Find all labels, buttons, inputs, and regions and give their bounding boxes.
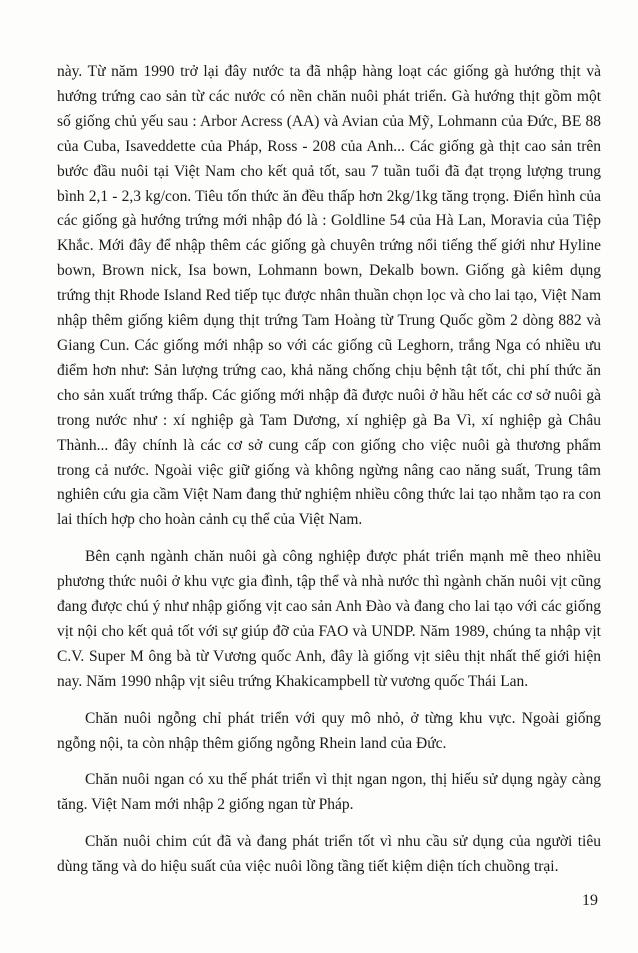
paragraph-1: này. Từ năm 1990 trở lại đây nước ta đã nhập hàng loạt các giống gà hướng thịt và hướng trứng cao sản từ các nước có nền chăn nuôi phát triển. Gà hướng thịt gồm một số giống chủ yếu sau : Arbor Acress (AA) và Avian của Mỹ, Lohmann của Đức, BE 88 của Cuba, Isaveddette của Pháp, Ross - 208 của Anh... Các giống gà thịt cao sản trên bước đầu nuôi tại Việt Nam cho kết quả tốt, sau 7 tuần tuổi đã đạt trọng lượng trung bình 2,1 - 2,3 kg/con. Tiêu tốn thức ăn đều thấp hơn 2kg/1kg tăng trọng. Điển hình của các giống gà hướng trứng mới nhập đó là : Goldline 54 của Hà Lan, Moravia của Tiệp Khắc. Mới đây để nhập thêm các giống gà chuyên trứng nổi tiếng thế giới như Hyline bown, Brown nick, Isa bown, Lohmann bown, Dekalb bown. Giống gà kiêm dụng trứng thịt Rhode Island Red tiếp tục được nhân thuần chọn lọc và cho lai tạo, Việt Nam nhập thêm giống kiêm dụng thịt trứng Tam Hoàng từ Trung Quốc gồm 2 dòng 882 và Giang Cun. Các giống mới nhập so với các giống cũ Leghorn, trắng Nga có nhiều ưu điểm hơn như: Sản lượng trứng cao, khả năng chống chịu bệnh tật tốt, chi phí thức ăn cho sản xuất trứng thấp. Các giống mới nhập đã được nuôi ở hầu hết các cơ sở nuôi gà trong nước như : xí nghiệp gà Tam Dương, xí nghiệp gà Ba Vì, xí nghiệp gà Châu Thành... đây chính là các cơ sở cung cấp con giống cho việc nuôi gà thương phẩm trong cả nước. Ngoài việc giữ giống và không ngừng nâng cao năng suất, Trung tâm nghiên cứu gia cầm Việt Nam đang thử nghiệm nhiều công thức lai tạo nhằm tạo ra con lai thích hợp cho hoàn cảnh cụ thể của Việt Nam. xyxy=(57,63,601,529)
body-text xyxy=(57,60,601,880)
paragraph-5: Chăn nuôi chim cút đã và đang phát triển tốt vì nhu cầu sử dụng của người tiêu dùng tăng và do hiệu suất của việc nuôi lồng tầng tiết kiệm diện tích chuồng trại. xyxy=(57,833,601,876)
page-number: 19 xyxy=(582,892,598,909)
paragraph-3: Chăn nuôi ngỗng chỉ phát triển với quy mô nhỏ, ở từng khu vực. Ngoài giống ngỗng nội, ta còn nhập thêm giống ngỗng Rhein land của Đức. xyxy=(57,709,601,752)
paragraph-2: Bên cạnh ngành chăn nuôi gà công nghiệp được phát triển mạnh mẽ theo nhiều phương thức nuôi ở khu vực gia đình, tập thể và nhà nước thì ngành chăn nuôi vịt cũng đang được chú ý như nhập giống vịt cao sản Anh Đào và đang cho lai tạo với các giống vịt nội cho kết quả tốt với sự giúp đỡ của FAO và UNDP. Năm 1989, chúng ta nhập vịt C.V. Super M ông bà từ Vương quốc Anh, đây là giống vịt siêu thịt nhất thế giới hiện nay. Năm 1990 nhập vịt siêu trứng Khakicampbell từ vương quốc Thái Lan. xyxy=(57,548,601,690)
paragraph-4: Chăn nuôi ngan có xu thế phát triển vì thịt ngan ngon, thị hiếu sử dụng ngày càng tăng. Việt Nam mới nhập 2 giống ngan từ Pháp. xyxy=(57,771,601,814)
